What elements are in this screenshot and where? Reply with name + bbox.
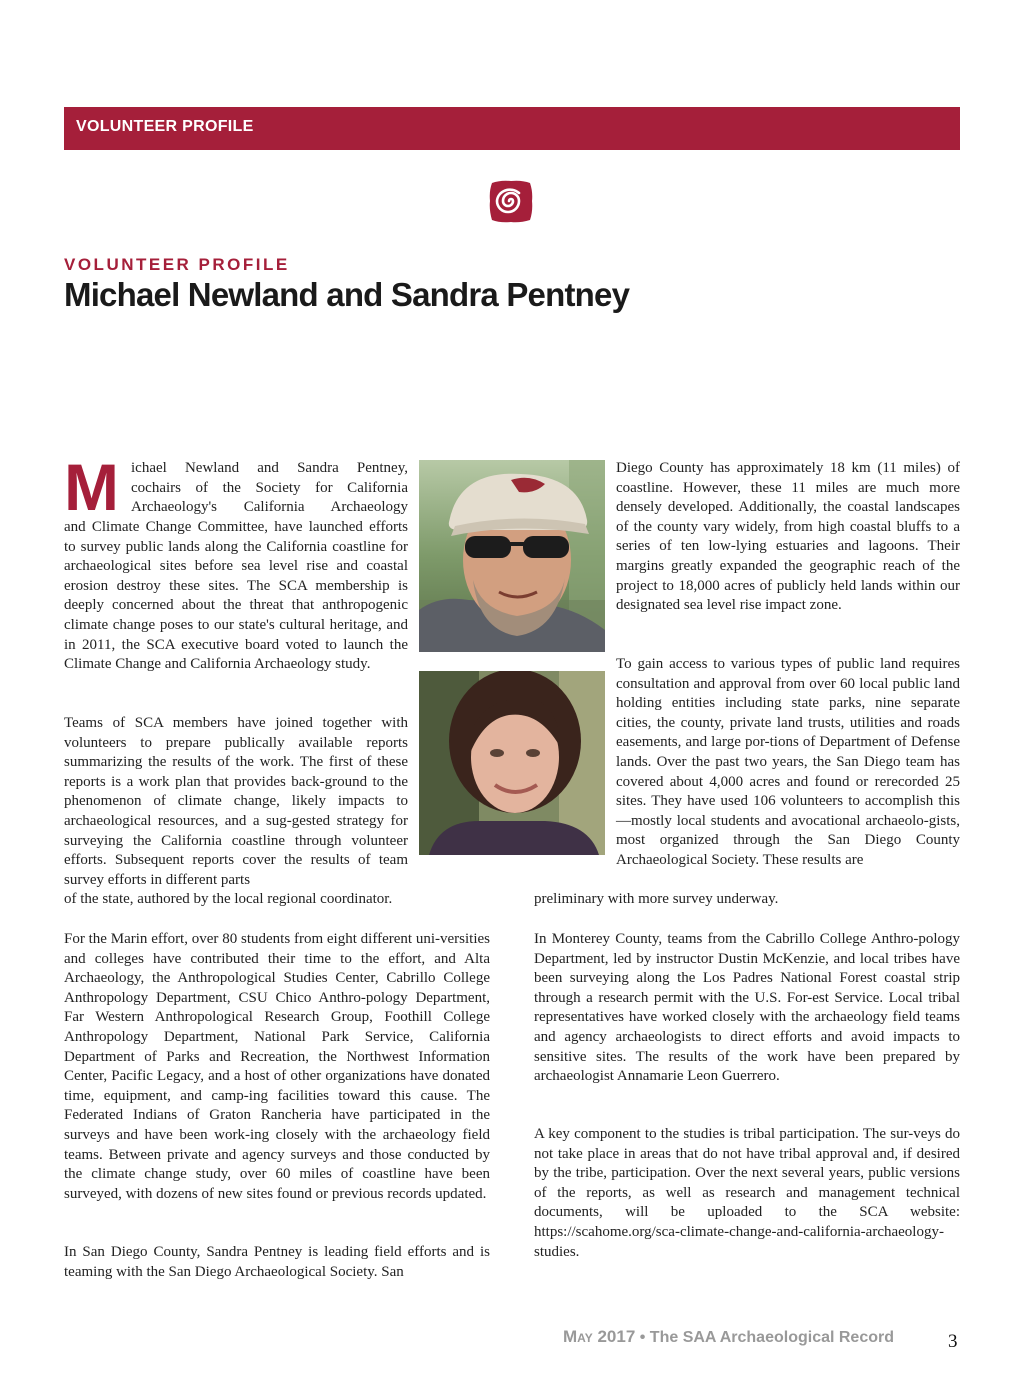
page-footer xyxy=(563,1327,894,1347)
right-paragraph-2: To gain access to various types of public land requires consultation and approval from over 60 local public land holding entities including state parks, nine separate cities, the county, private land trusts, utilities and roads easements, and large por-tions of Department of Defense lands. Over the past two years, the San Diego team has covered about 4,000 acres and found or rerecorded 25 sites. They have used 106 volunteers to accomplish this—mostly local students and avocational archaeolo-gists, most organized through the San Diego County Archaeological Society. These results are xyxy=(616,656,960,868)
right-paragraph-3: In Monterey County, teams from the Cabrillo College Anthro-pology Department, led by instructor Dustin McKenzie, and local tribes have been surveying along the Los Padres National Forest coastal strip through a research permit with the U.S. For-est Service. Local tribal representatives have worked closely with the archaeology field teams and agency archaeologists to direct efforts and avoid impacts to sensitive sites. The results of the work have been prepared by archaeologist Annamarie Leon Guerrero. xyxy=(534,931,960,1085)
paragraph-3: For the Marin effort, over 80 students from eight different uni-versities and colleges have contributed their time to the effort, and Alta Archaeology, the Anthropological Studies Center, Cabrillo College Anthropology Department, CSU Chico Anthro-pology Department, Far Western Anthropological Research Group, Foothill College Anthropology Department, National Park Service, California Department of Parks and Recreation, the Northwest Information Center, Pacific Legacy, and a host of other organizations have donated time, equipment, and camp-ing facilities toward this cause. The Federated Indians of Graton Rancheria have participated in the surveys and have been work-ing closely with the archaeology field teams. Between private and agency surveys and those conducted by the climate change study, over 60 miles of coastline have been surveyed, with dozens of new sites found or previous records updated. xyxy=(64,931,490,1202)
right-paragraph-4: A key component to the studies is tribal participation. The sur-veys do not take place in areas that do not have tribal approval and, if desired by the tribe, participation. Over the next several years, public versions of the reports, as well as research and management technical documents, will be uploaded to the SCA website: https://scahome.org/sca-climate-change-and-california-archaeology-studies. xyxy=(534,1126,960,1260)
drop-cap: M xyxy=(64,450,119,524)
section-banner xyxy=(64,107,960,150)
lead-line-1: ichael Newland and Sandra Pentney, xyxy=(131,460,408,476)
lead-line-3: Archaeology's California Archaeology xyxy=(131,499,408,516)
banner-label: VOLUNTEER PROFILE xyxy=(76,118,254,135)
paragraph-2: Teams of SCA members have joined together with volunteers to prepare publically available reports summarizing the results of the work. The first of these reports is a work plan that provides back-ground to the phenomenon of climate change, likely impacts to archaeological resources, and a sug-gested strategy for surveying the California coastline through volunteer efforts. Subsequent reports cover the results of team survey efforts in different parts xyxy=(64,715,408,888)
lead-paragraph-start xyxy=(131,459,408,518)
footer-bullet: • xyxy=(639,1329,646,1346)
footer-date: May 2017 xyxy=(563,1327,636,1346)
article-title: Michael Newland and Sandra Pentney xyxy=(64,276,630,313)
right-paragraph-2-last-line: preliminary with more survey underway. xyxy=(534,891,779,907)
photo-sandra-pentney xyxy=(419,671,605,855)
photo-michael-newland xyxy=(419,460,605,652)
page-number: 3 xyxy=(948,1331,958,1352)
paragraph-4: In San Diego County, Sandra Pentney is leading field efforts and is teaming with the San Diego Archaeological Society. San xyxy=(64,1244,490,1280)
lead-line-2: cochairs of the Society for California xyxy=(131,479,408,496)
lead-paragraph-rest: and Climate Change Committee, have launched efforts to survey public lands along the California coastline for archaeological sites before sea level rise and coastal erosion destroy these sites. The SCA membership is deeply concerned about the threat that anthropogenic climate change poses to our state's cultural heritage, and in 2011, the SCA executive board voted to launch the Climate Change and California Archaeology study. xyxy=(64,519,408,673)
spiral-logo-icon xyxy=(488,178,534,224)
article-kicker: VOLUNTEER PROFILE xyxy=(64,255,290,274)
right-paragraph-1: Diego County has approximately 18 km (11 miles) of coastline. However, these 11 miles are much more densely developed. Additionally, the coastal landscapes of the county vary widely, from high coastal bluffs to a series of ten low-lying estuaries and lagoons. Their margins greatly expanded the geographic reach of the project to 18,000 acres of publicly held lands within our designated sea level rise impact zone. xyxy=(616,460,960,614)
paragraph-2-last-line: of the state, authored by the local regional coordinator. xyxy=(64,891,393,907)
footer-publication: The SAA Archaeological Record xyxy=(649,1329,894,1346)
